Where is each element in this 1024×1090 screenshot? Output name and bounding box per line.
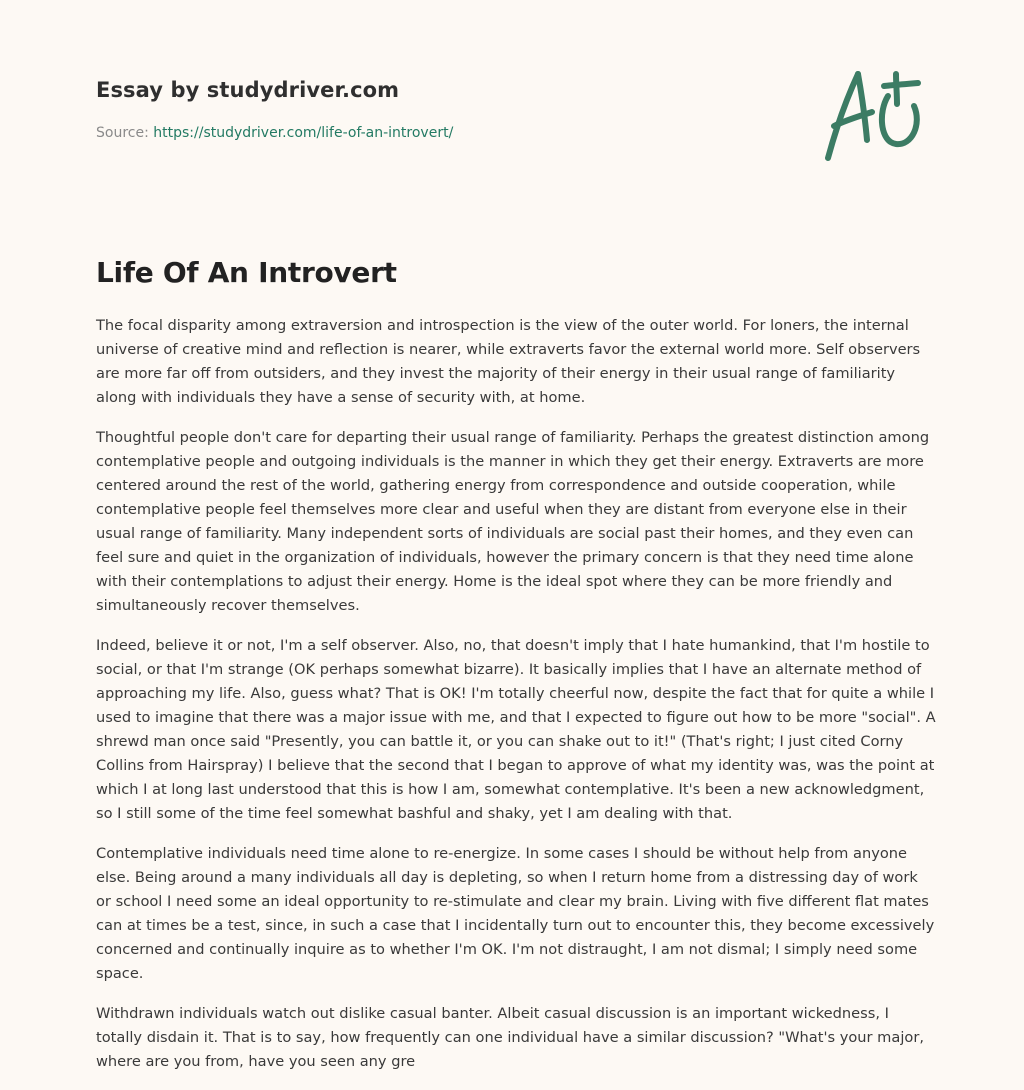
source-label: Source: <box>96 125 149 141</box>
essay-body <box>96 314 936 1090</box>
a-plus-logo-icon <box>818 66 930 166</box>
essay-title: Life Of An Introvert <box>96 256 397 289</box>
source-line <box>96 124 696 142</box>
page-header <box>96 76 696 142</box>
source-link[interactable]: https://studydriver.com/life-of-an-introvert/ <box>153 125 454 141</box>
essay-paragraph: Contemplative individuals need time alone to re-energize. In some cases I should be without help from anyone else. Being around a many individuals all day is depleting, so when I return home from a distressing day of work or school I need some an ideal opportunity to re-stimulate and clear my brain. Living with five different flat mates can at times be a test, since, in such a case that I incidentally turn out to encounter this, they become excessively concerned and continually inquire as to whether I'm OK. I'm not distraught, I am not dismal; I simply need some space. <box>96 845 935 982</box>
essay-paragraph: Indeed, believe it or not, I'm a self observer. Also, no, that doesn't imply that I hate humankind, that I'm hostile to social, or that I'm strange (OK perhaps somewhat bizarre). It basically implies that I have an alternate method of approaching my life. Also, guess what? That is OK! I'm totally cheerful now, despite the fact that for quite a while I used to imagine that there was a major issue with me, and that I expected to figure out how to be more "social". A shrewd man once said "Presently, you can battle it, or you can shake out to it!" (That's right; I just cited Corny Collins from Hairspray) I believe that the second that I began to approve of what my identity was, was the point at which I at long last understood that this is how I am, somewhat contemplative. It's been a new acknowledgment, so I still some of the time feel somewhat bashful and shaky, yet I am dealing with that. <box>96 637 936 822</box>
essay-paragraph: Thoughtful people don't care for departing their usual range of familiarity. Perhaps the greatest distinction among contemplative people and outgoing individuals is the manner in which they get their energy. Extraverts are more centered around the rest of the world, gathering energy from correspondence and outside cooperation, while contemplative people feel themselves more clear and useful when they are distant from everyone else in their usual range of familiarity. Many independent sorts of individuals are social past their homes, and they even can feel sure and quiet in the organization of individuals, however the primary concern is that they need time alone with their contemplations to adjust their energy. Home is the ideal spot where they can be more friendly and simultaneously recover themselves. <box>96 429 930 614</box>
essay-paragraph: The focal disparity among extraversion and introspection is the view of the outer world. For loners, the internal universe of creative mind and reflection is nearer, while extraverts favor the external world more. Self observers are more far off from outsiders, and they invest the majority of their energy in their usual range of familiarity along with individuals they have a sense of security with, at home. <box>96 317 921 406</box>
a-plus-logo <box>818 66 930 166</box>
essay-paragraph: Withdrawn individuals watch out dislike casual banter. Albeit casual discussion is an important wickedness, I totally disdain it. That is to say, how frequently can one individual have a similar discussion? "What's your major, where are you from, have you seen any gre <box>96 1005 924 1070</box>
brand-title: Essay by studydriver.com <box>96 78 400 102</box>
